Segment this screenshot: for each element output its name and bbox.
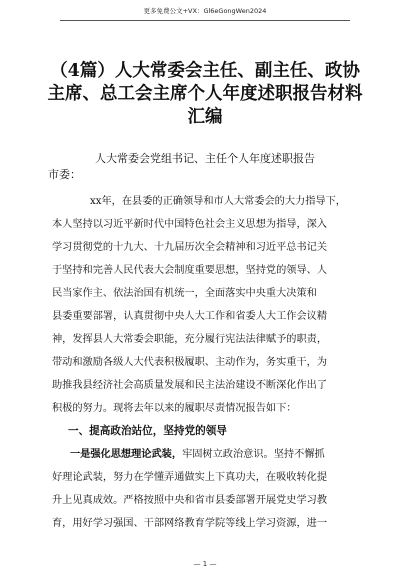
paragraph-lead: 一是强化思想理论武装， xyxy=(70,448,183,460)
report-subtitle: 人大常委会党组书记、主任个人年度述职报告 xyxy=(95,152,315,165)
document-title xyxy=(38,60,372,129)
body-line: xx年，在县委的正确领导和市人大常委会的大力指导下， xyxy=(90,196,346,207)
body-line: 于坚持和完善人民代表大会制度重要思想，坚持党的领导、人 xyxy=(52,265,328,276)
body-line xyxy=(52,443,364,466)
body-line: 积极的努力。现将去年以来的履职尽责情况报告如下： xyxy=(52,403,297,414)
body-line: 本人坚持以习近平新时代中国特色社会主义思想为指导，深入 xyxy=(52,219,328,230)
title-line: 主席、总工会主席个人年度述职报告材料 xyxy=(47,84,363,104)
body-line: 神，发挥县人大常委会职能，充分履行宪法法律赋予的职责， xyxy=(52,334,328,345)
body-line: 助推我县经济社会高质量发展和民主法治建设不断深化作出了 xyxy=(52,380,328,391)
paragraph-lead-rest: 牢固树立政治意识。坚持不懈抓 xyxy=(182,449,325,460)
section-heading: 一、提高政治站位，坚持党的领导 xyxy=(68,425,227,437)
page-header: 更多免费公文+VX：Gl6eGongWen2024 xyxy=(143,7,267,15)
salutation: 市委： xyxy=(48,168,81,181)
body-line: 带动和激励各级人大代表积极履职、主动作为，务实重干，为 xyxy=(52,357,328,368)
document-body xyxy=(52,190,364,535)
body-line: 好理论武装，努力在学懂弄通做实上下真功夫，在吸收转化提 xyxy=(52,472,328,483)
page-number: — 1 — xyxy=(193,560,217,568)
body-line: 育，用好学习强国、干部网络教育学院等线上学习资源，进一 xyxy=(52,518,328,529)
body-line: 县委重要部署，认真贯彻中央人大工作和省委人大工作会议精 xyxy=(52,311,328,322)
header-divider xyxy=(60,20,350,21)
body-line: 升上见真成效。严格按照中央和省市县委部署开展党史学习教 xyxy=(52,495,328,506)
body-line: 学习贯彻党的十九大、十九届历次全会精神和习近平总书记关 xyxy=(52,242,328,253)
body-line: 民当家作主、依法治国有机统一，全面落实中央重大决策和 xyxy=(52,288,317,299)
title-line: 汇编 xyxy=(187,107,223,127)
title-line: （4篇）人大常委会主任、副主任、政协 xyxy=(50,61,360,81)
